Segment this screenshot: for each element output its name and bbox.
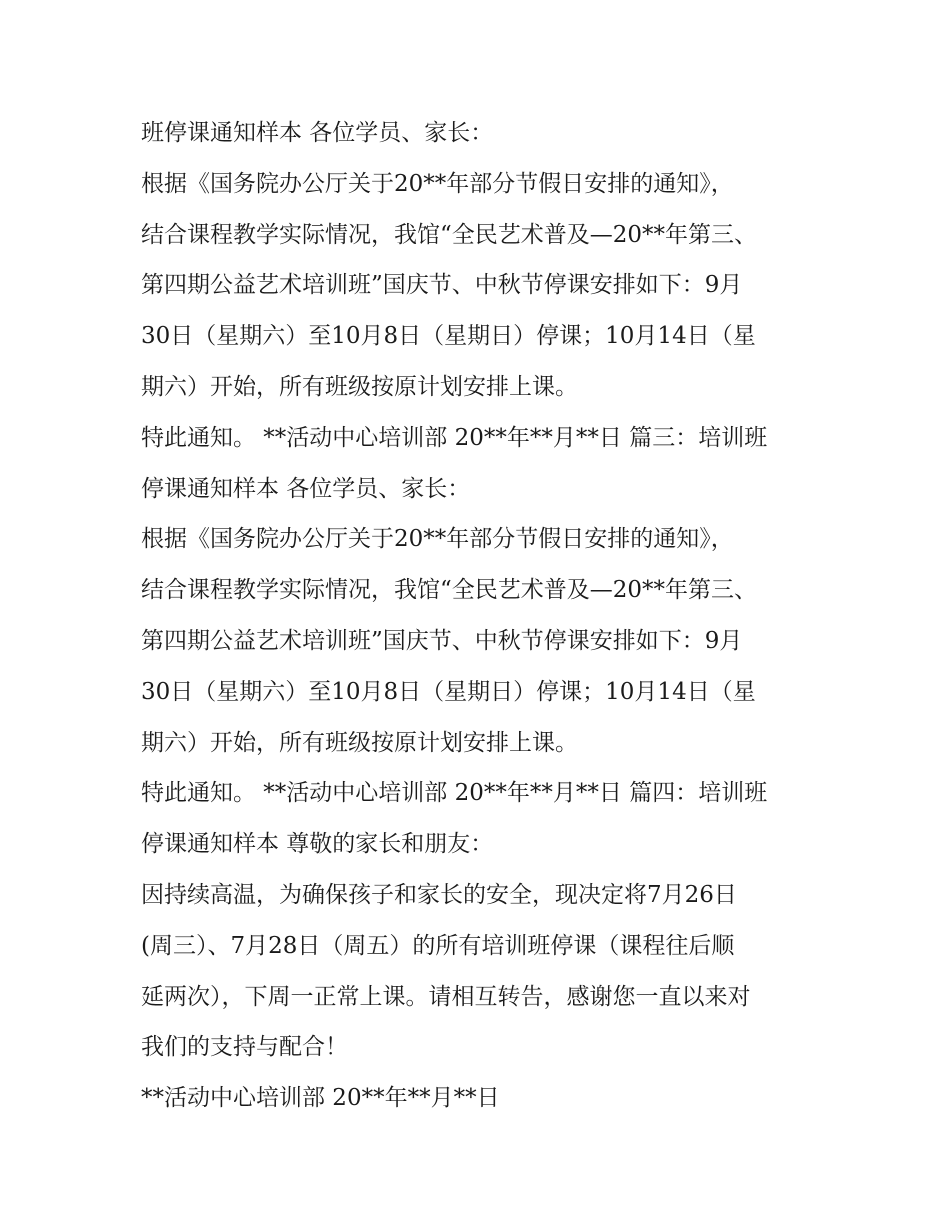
text-line: 因持续高温，为确保孩子和家长的安全，现决定将7月26日 (141, 881, 737, 908)
text-line: 期六）开始，所有班级按原计划安排上课。 (141, 729, 578, 756)
text-line: 30日（星期六）至10月8日（星期日）停课；10月14日（星 (141, 678, 756, 705)
text-line: 延两次），下周一正常上课。请相互转告，感谢您一直以来对 (141, 983, 751, 1010)
text-line: 期六）开始，所有班级按原计划安排上课。 (141, 373, 578, 400)
text-line: 停课通知样本 各位学员、家长： (141, 475, 471, 502)
text-line: 特此通知。 **活动中心培训部 20**年**月**日 篇四：培训班 (141, 780, 768, 807)
text-line: (周三）、7月28日（周五）的所有培训班停课（课程往后顺 (141, 932, 735, 959)
text-line: 特此通知。 **活动中心培训部 20**年**月**日 篇三：培训班 (141, 424, 768, 451)
text-line: 我们的支持与配合！ (141, 1034, 348, 1061)
text-line: **活动中心培训部 20**年**月**日 (141, 1085, 500, 1112)
text-line: 结合课程教学实际情况，我馆“全民艺术普及—20**年第三、 (141, 577, 758, 604)
text-line: 第四期公益艺术培训班”国庆节、中秋节停课安排如下：9月 (141, 627, 743, 654)
text-line: 根据《国务院办公厅关于20**年部分节假日安排的通知》， (141, 170, 734, 197)
text-line: 停课通知样本 尊敬的家长和朋友： (141, 831, 494, 858)
text-line: 结合课程教学实际情况，我馆“全民艺术普及—20**年第三、 (141, 221, 758, 248)
document-body (141, 108, 831, 1124)
text-line: 30日（星期六）至10月8日（星期日）停课；10月14日（星 (141, 323, 756, 350)
text-line: 班停课通知样本 各位学员、家长： (141, 120, 494, 146)
text-line: 第四期公益艺术培训班”国庆节、中秋节停课安排如下：9月 (141, 272, 743, 299)
text-line: 根据《国务院办公厅关于20**年部分节假日安排的通知》， (141, 526, 734, 553)
